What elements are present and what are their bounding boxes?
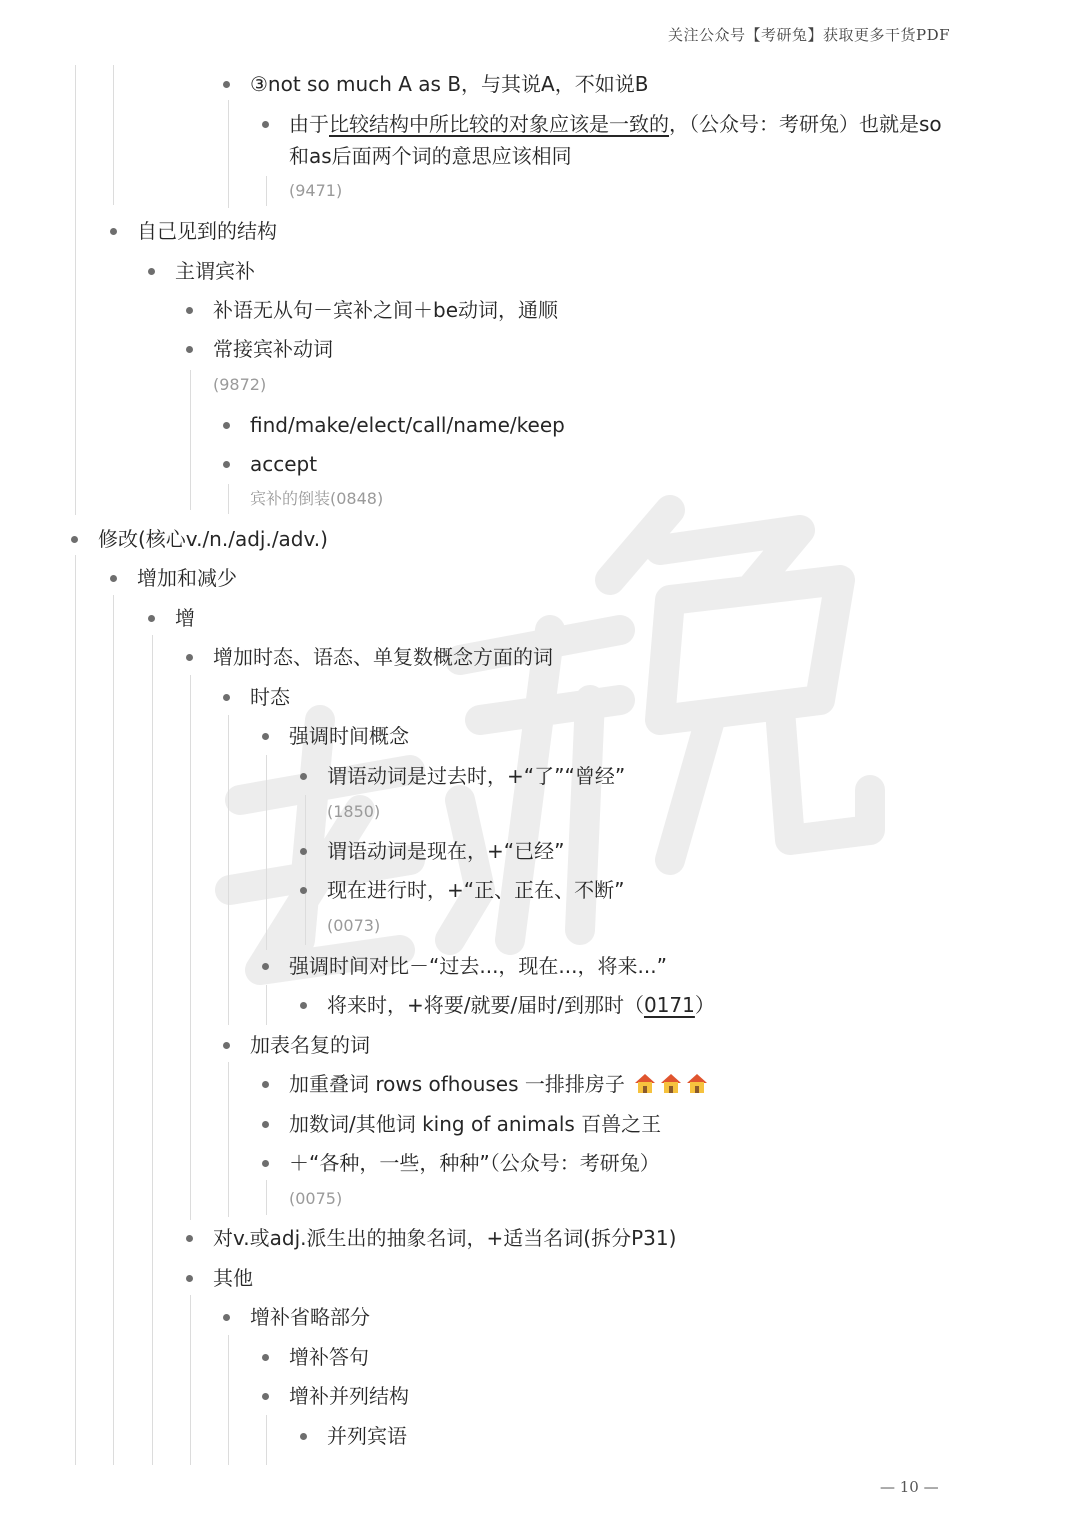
list-item: 增补答句 [289,1341,369,1373]
tree-guide-line [305,795,306,945]
list-item: 强调时间对比－“过去...，现在...，将来...” [289,950,667,982]
tree-guide-line [75,65,76,515]
tree-guide-line [266,755,267,950]
list-item: ③not so much A as B，与其说A，不如说B [250,68,648,100]
list-item: 并列宾语 [327,1420,407,1452]
list-item: 增 [175,602,195,634]
list-item: 谓语动词是现在，+“已经” [327,835,564,867]
house-icon [633,1071,657,1095]
item-text: ） [694,993,715,1017]
list-item [289,1068,709,1100]
underlined-text: 比较结构中所比较的对象应该是一致的 [329,112,669,136]
tree-guide-line [190,370,191,510]
list-item: 对v.或adj.派生出的抽象名词，+适当名词(拆分P31) [213,1222,676,1254]
list-item: 时态 [250,681,290,713]
list-item: 常接宾补动词 [213,333,333,365]
list-item [327,989,715,1021]
tree-guide-line [228,100,229,208]
tree-guide-line [266,1415,267,1465]
ref-note: (9471) [289,181,343,200]
list-item: ＋“各种，一些，种种”（公众号：考研兔） [289,1147,660,1179]
list-item: 自己见到的结构 [137,215,277,247]
tree-guide-line [228,715,229,1025]
tree-guide-line [113,595,114,1465]
item-text: 由于 [289,112,329,136]
ref-note: (0073) [327,916,381,935]
tree-guide-line [228,1335,229,1465]
item-text: 和as后面两个词的意思应该相同 [289,144,572,168]
ref-link[interactable]: 0171 [643,993,695,1017]
list-item: 谓语动词是过去时，+“了”“曾经” [327,760,625,792]
tree-guide-line [190,1295,191,1465]
list-item: 强调时间概念 [289,720,409,752]
list-item: 增补并列结构 [289,1380,409,1412]
tree-guide-line [266,1180,267,1215]
house-icons [631,1072,709,1096]
tree-guide-line [228,1062,229,1217]
tree-guide-line [228,484,229,514]
page-header: 关注公众号【考研兔】获取更多干货PDF [667,26,950,44]
tree-guide-line [190,675,191,1220]
list-item: 增加和减少 [137,562,237,594]
list-item: 增加时态、语态、单复数概念方面的词 [213,641,553,673]
list-item: accept [250,448,317,480]
tree-guide-line [75,555,76,1465]
page-number: — 10 — [880,1478,939,1496]
list-item: 补语无从句－宾补之间＋be动词，通顺 [213,294,558,326]
list-item: 现在进行时，+“正、正在、不断” [327,874,624,906]
tree-guide-line [113,65,114,205]
list-item: 增补省略部分 [250,1301,370,1333]
item-text: 加重叠词 rows ofhouses 一排排房子 [289,1072,625,1096]
ref-note: 宾补的倒装(0848) [250,489,384,508]
list-item: 修改(核心v./n./adj./adv.) [98,523,328,555]
ref-note: (0075) [289,1189,343,1208]
house-icon [685,1071,709,1095]
list-item: 其他 [213,1262,253,1294]
list-item: 加表名复的词 [250,1029,370,1061]
list-item: find/make/elect/call/name/keep [250,409,565,441]
ref-note: (1850) [327,802,381,821]
tree-guide-line [266,985,267,1025]
ref-note: (9872) [213,375,267,394]
list-item [289,108,1019,172]
item-text: ，（公众号：考研兔）也就是so [669,112,942,136]
list-item: 加数词/其他词 king of animals 百兽之王 [289,1108,661,1140]
house-icon [659,1071,683,1095]
tree-guide-line [266,176,267,206]
tree-guide-line [152,635,153,1465]
list-item: 主谓宾补 [175,255,255,287]
item-text: 将来时，+将要/就要/届时/到那时（ [327,993,644,1017]
